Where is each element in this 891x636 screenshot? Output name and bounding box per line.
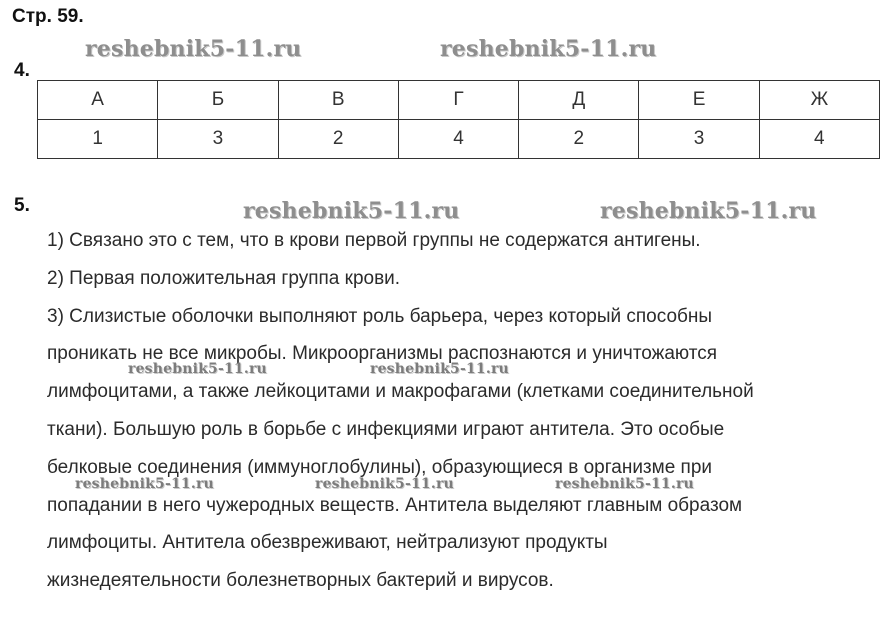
page-title: Стр. 59. (12, 6, 84, 27)
value-cell: 4 (398, 120, 518, 159)
value-cell: 3 (158, 120, 278, 159)
answer-line: лимфоцитами, а также лейкоцитами и макрофагами (клетками соединительной (47, 381, 754, 403)
task-5-number: 5. (14, 195, 30, 216)
watermark: reshebnik5-11.ru (370, 361, 509, 377)
watermark: reshebnik5-11.ru (85, 36, 302, 62)
answer-line: белковые соединения (иммуноглобулины), образующиеся в организме при (47, 456, 713, 478)
value-cell: 3 (639, 120, 759, 159)
answer-line: 2) Первая положительная группа крови. (47, 267, 401, 289)
watermark: reshebnik5-11.ru (440, 36, 657, 62)
header-cell: Ж (759, 81, 879, 120)
answer-table-value-row (38, 120, 880, 159)
value-cell: 2 (519, 120, 639, 159)
header-cell: А (38, 81, 158, 120)
task-5-answer (47, 222, 882, 600)
value-cell: 1 (38, 120, 158, 159)
answer-line: 1) Связано это с тем, что в крови первой группы не содержатся антигены. (47, 230, 701, 251)
answer-line: 3) Слизистые оболочки выполняют роль барьера, через который способны (47, 305, 713, 327)
watermark: reshebnik5-11.ru (555, 476, 694, 492)
answer-line: жизнедеятельности болезнетворных бактерий и вирусов. (47, 570, 554, 592)
value-cell: 2 (278, 120, 398, 159)
watermark: reshebnik5-11.ru (75, 476, 214, 492)
header-cell: В (278, 81, 398, 120)
watermark: reshebnik5-11.ru (128, 361, 267, 377)
answer-line: лимфоциты. Антитела обезвреживают, нейтрализуют продукты (47, 532, 608, 554)
answer-line: проникать не все микробы. Микроорганизмы распознаются и уничтожаются (47, 343, 718, 365)
header-cell: Г (398, 81, 518, 120)
answer-line: ткани). Большую роль в борьбе с инфекциями играют антитела. Это особые (47, 418, 725, 440)
value-cell: 4 (759, 120, 879, 159)
answer-table-header-row (38, 81, 880, 120)
answer-line: попадании в него чужеродных веществ. Антитела выделяют главным образом (47, 494, 743, 516)
task-4-number: 4. (14, 60, 30, 81)
watermark: reshebnik5-11.ru (243, 198, 460, 224)
answer-table (37, 80, 880, 159)
watermark: reshebnik5-11.ru (600, 198, 817, 224)
header-cell: Б (158, 81, 278, 120)
watermark: reshebnik5-11.ru (315, 476, 454, 492)
header-cell: Е (639, 81, 759, 120)
header-cell: Д (519, 81, 639, 120)
